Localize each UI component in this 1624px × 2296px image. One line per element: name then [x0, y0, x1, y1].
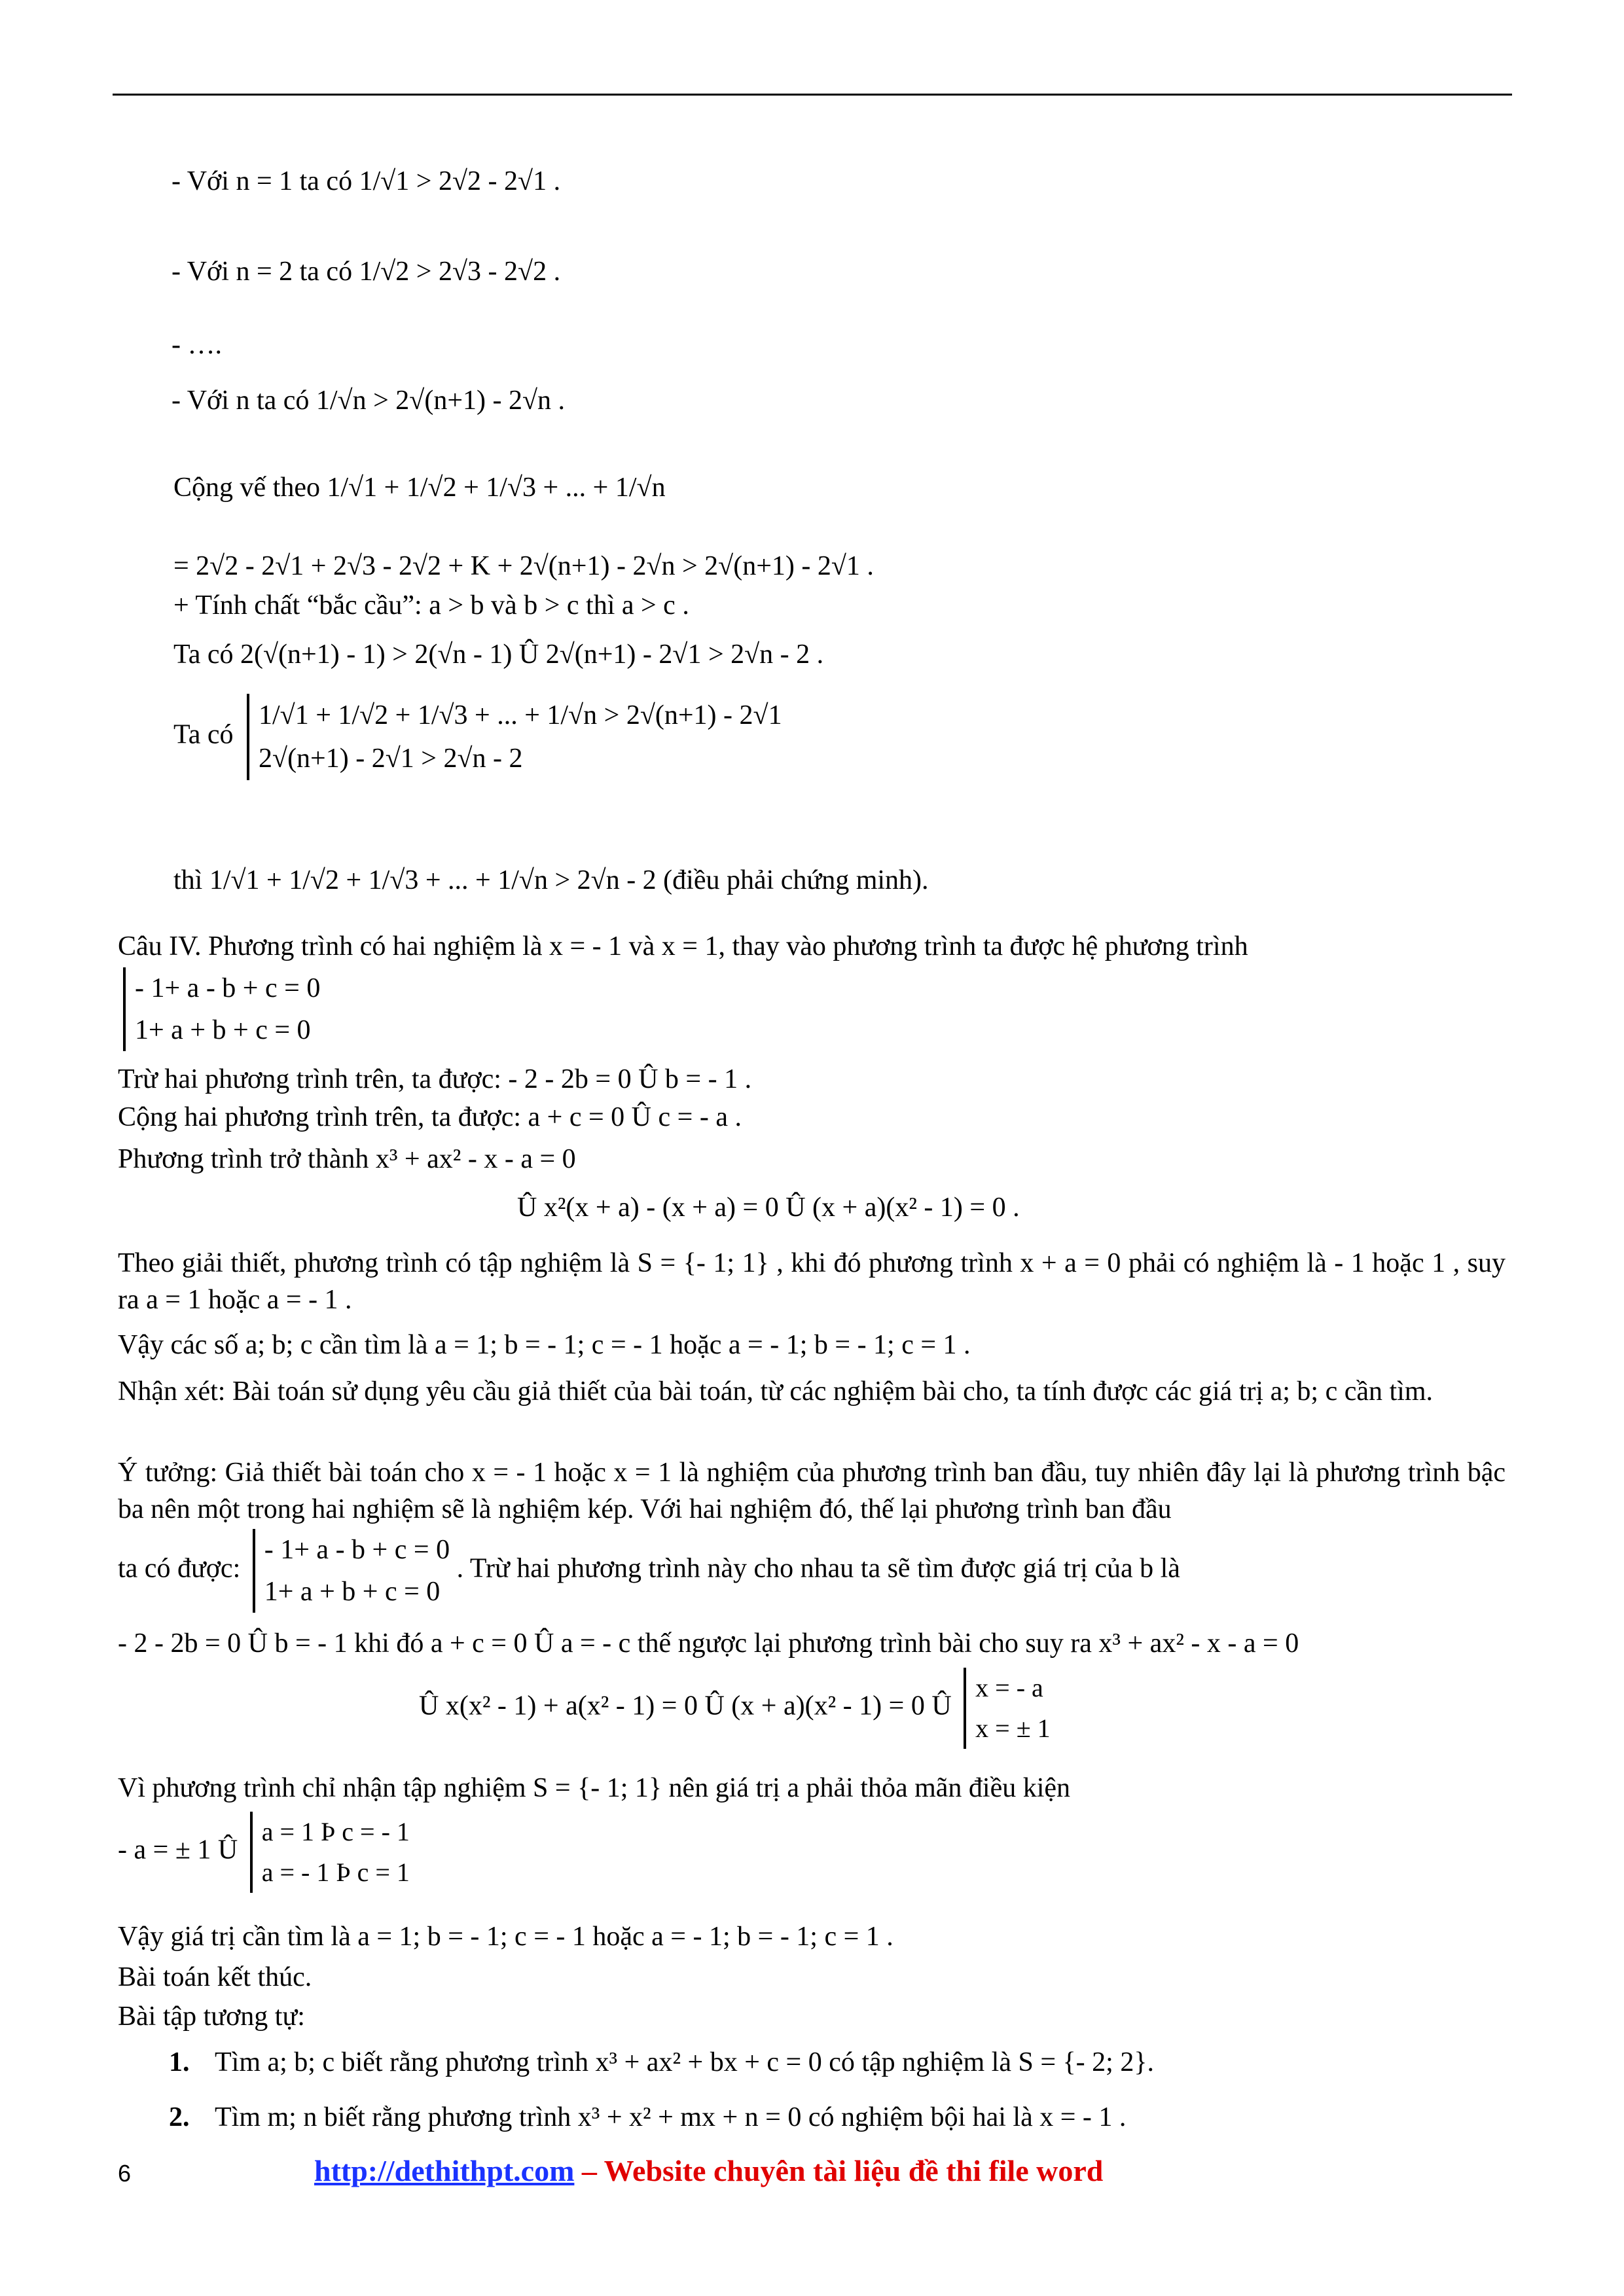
system-row: a = - 1 Þ c = 1 [261, 1857, 410, 1887]
exercise-number: 1. [169, 2047, 190, 2077]
exercise-text: Tìm a; b; c biết rằng phương trình x³ + ax² + bx + c = 0 có tập nghiệm là S = {- 2; 2}. [215, 2047, 1154, 2077]
system-row: - 1+ a - b + c = 0 [264, 1535, 450, 1565]
page-number: 6 [118, 2160, 132, 2187]
equation-system [123, 967, 320, 1051]
system-block [118, 1812, 410, 1893]
exercise-text: Tìm m; n biết rằng phương trình x³ + x² + mx + n = 0 có nghiệm bội hai là x = - 1 . [215, 2102, 1127, 2132]
exercise-item [169, 2100, 1126, 2135]
paragraph: Câu IV. Phương trình có hai nghiệm là x = - 1 và x = 1, thay vào phương trình ta được hệ phương trình [118, 931, 1248, 961]
paragraph: Vì phương trình chỉ nhận tập nghiệm S = {- 1; 1} nên giá trị a phải thỏa mãn điều kiện [118, 1773, 1071, 1803]
text-line: - Với n = 1 ta có 1/√1 > 2√2 - 2√1 . [171, 166, 561, 196]
paragraph: Ý tưởng: Giả thiết bài toán cho x = - 1 hoặc x = 1 là nghiệm của phương trình ban đầu, tuy nhiên đây lại là phương trình bậc ba nên một trong hai nghiệm sẽ là nghiệm kép. Với hai nghiệm đó, thế lại phương trình ban đầu [118, 1458, 1506, 1524]
text-line: Cộng vế theo 1/√1 + 1/√2 + 1/√3 + ... + 1/√n [173, 473, 666, 503]
system-row: x = - a [975, 1673, 1043, 1702]
exercise-number: 2. [169, 2102, 190, 2132]
text-line: Bài tập tương tự: [118, 2001, 305, 2032]
math-line: = 2√2 - 2√1 + 2√3 - 2√2 + K + 2√(n+1) - 2√n > 2√(n+1) - 2√1 . [173, 551, 874, 581]
system-row: 2√(n+1) - 2√1 > 2√n - 2 [259, 744, 523, 774]
text-line: - Với n ta có 1/√n > 2√(n+1) - 2√n . [171, 386, 566, 416]
system-block [173, 694, 782, 780]
system-row: 1/√1 + 1/√2 + 1/√3 + ... + 1/√n > 2√(n+1) - 2√1 [259, 700, 782, 730]
text-line: + Tính chất “bắc cầu”: a > b và b > c thì a > c . [173, 590, 689, 620]
equation-system [247, 694, 782, 780]
paragraph: Theo giải thiết, phương trình có tập nghiệm là S = {- 1; 1} , khi đó phương trình x + a = 0 phải có nghiệm là - 1 hoặc 1 , suy ra a = 1 hoặc a = - 1 . [118, 1248, 1506, 1315]
text-inline: . Trừ hai phương trình này cho nhau ta sẽ tìm được giá trị của b là [456, 1553, 1180, 1584]
math-line: Ta có 2(√(n+1) - 1) > 2(√n - 1) Û 2√(n+1) - 2√1 > 2√n - 2 . [173, 639, 824, 670]
text-line: Trừ hai phương trình trên, ta được: - 2 - 2b = 0 Û b = - 1 . [118, 1064, 752, 1094]
system-row: 1+ a + b + c = 0 [264, 1577, 441, 1607]
equation-system [964, 1668, 1051, 1749]
paragraph: Nhận xét: Bài toán sử dụng yêu cầu giả thiết của bài toán, từ các nghiệm bài cho, ta tính được các giá trị a; b; c cần tìm. [118, 1376, 1434, 1407]
math-line: Û x²(x + a) - (x + a) = 0 Û (x + a)(x² - 1) = 0 . [517, 1193, 1020, 1223]
math-line: - 2 - 2b = 0 Û b = - 1 khi đó a + c = 0 Û a = - c thế ngược lại phương trình bài cho suy ra x³ + ax² - x - a = 0 [118, 1628, 1299, 1659]
footer [314, 2153, 1103, 2188]
text-line: Phương trình trở thành x³ + ax² - x - a = 0 [118, 1144, 576, 1174]
math-inline: Û x(x² - 1) + a(x² - 1) = 0 Û (x + a)(x² - 1) = 0 Û [419, 1691, 952, 1721]
text-line: Vậy giá trị cần tìm là a = 1; b = - 1; c = - 1 hoặc a = - 1; b = - 1; c = 1 . [118, 1922, 893, 1952]
footer-link[interactable]: http://dethithpt.com [314, 2154, 575, 2187]
conclusion-line: thì 1/√1 + 1/√2 + 1/√3 + ... + 1/√n > 2√n - 2 (điều phải chứng minh). [173, 865, 929, 895]
footer-tagline: – Website chuyên tài liệu đề thi file word [574, 2154, 1104, 2187]
text-line: - Với n = 2 ta có 1/√2 > 2√3 - 2√2 . [171, 257, 561, 287]
text-line: - …. [171, 330, 222, 360]
text-line: Bài toán kết thúc. [118, 1962, 312, 1992]
system-label: Ta có [173, 719, 234, 750]
system-row: - 1+ a - b + c = 0 [135, 973, 321, 1003]
text-line: Cộng hai phương trình trên, ta được: a + c = 0 Û c = - a . [118, 1102, 742, 1132]
exercise-item [169, 2045, 1154, 2080]
system-block [419, 1668, 1051, 1749]
equation-system [250, 1812, 410, 1893]
system-label: ta có được: [118, 1553, 241, 1584]
system-block [118, 967, 320, 1051]
system-block [118, 1529, 1180, 1613]
system-row: a = 1 Þ c = - 1 [261, 1817, 410, 1846]
text-line: Vậy các số a; b; c cần tìm là a = 1; b = - 1; c = - 1 hoặc a = - 1; b = - 1; c = 1 . [118, 1330, 971, 1360]
header-rule [113, 94, 1512, 96]
system-row: 1+ a + b + c = 0 [135, 1015, 311, 1045]
equation-system [253, 1529, 450, 1613]
math-inline: - a = ± 1 Û [118, 1835, 238, 1865]
system-row: x = ± 1 [975, 1713, 1051, 1743]
